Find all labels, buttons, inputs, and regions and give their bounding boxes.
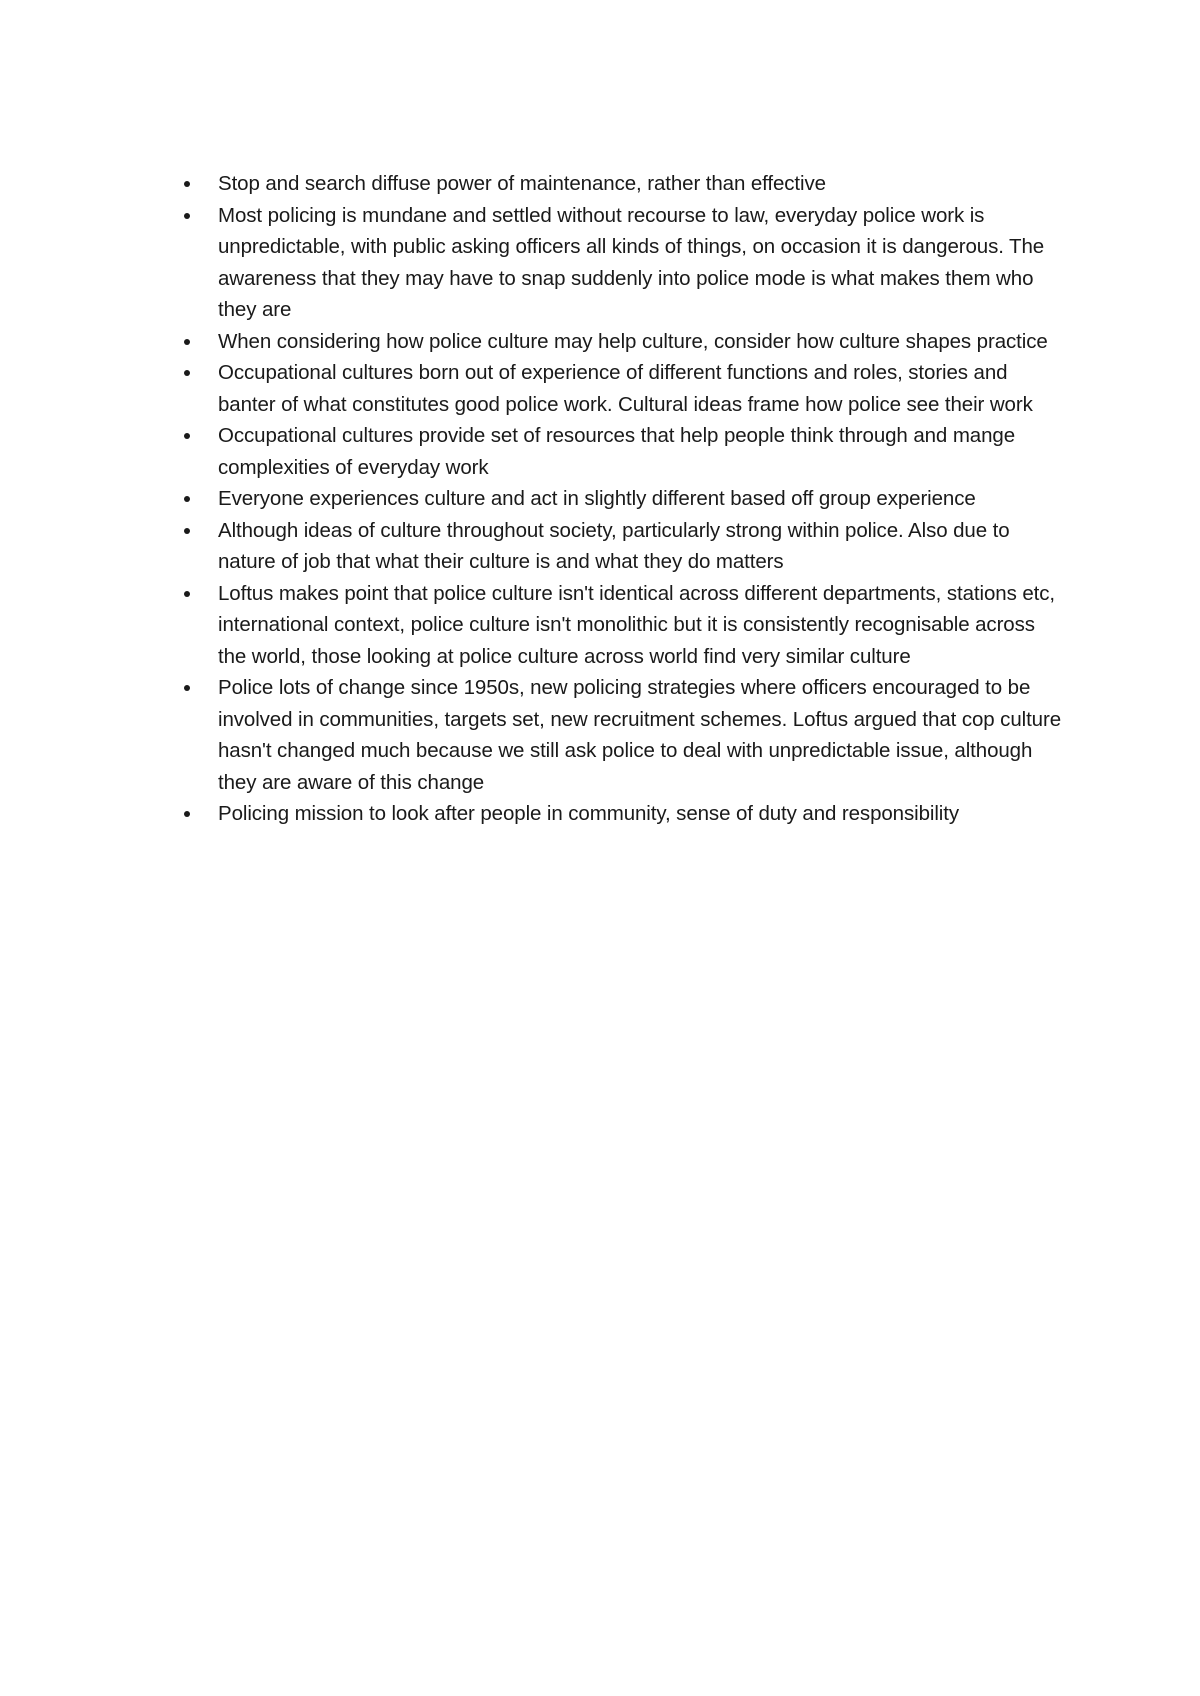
list-item (184, 357, 1064, 420)
list-item-text: Everyone experiences culture and act in slightly different based off group experience (218, 487, 976, 510)
bullet-icon (184, 528, 190, 534)
list-item (184, 798, 1064, 830)
list-item-text: Policing mission to look after people in community, sense of duty and responsibility (218, 802, 959, 825)
list-item-text: Police lots of change since 1950s, new policing strategies where officers encouraged to be involved in communities, targets set, new recruitment schemes. Loftus argued that cop culture hasn't changed much because we still ask police to deal with unpredictable issue, although they are aware of this change (218, 676, 1062, 794)
bullet-icon (184, 811, 190, 817)
bullet-icon (184, 181, 190, 187)
bullet-icon (184, 433, 190, 439)
list-item (184, 515, 1064, 578)
list-item (184, 578, 1064, 673)
list-item (184, 483, 1064, 515)
bullet-icon (184, 591, 190, 597)
bullet-icon (184, 339, 190, 345)
list-item-text: Stop and search diffuse power of maintenance, rather than effective (218, 172, 826, 195)
bullet-icon (184, 685, 190, 691)
list-item-text: When considering how police culture may help culture, consider how culture shapes practice (218, 329, 1048, 353)
list-item-text: Loftus makes point that police culture isn't identical across different departments, stations etc, international context, police culture isn't monolithic but it is consistently recognisable across the world, those looking at police culture across world find very similar culture (218, 581, 1055, 668)
bullet-icon (184, 496, 190, 502)
list-item-text: Occupational cultures provide set of resources that help people think through and mange complexities of everyday work (218, 424, 1015, 479)
list-item (184, 420, 1064, 483)
list-item-text: Although ideas of culture throughout society, particularly strong within police. Also due to nature of job that what their culture is and what they do matters (218, 518, 1010, 573)
bullet-icon (184, 370, 190, 376)
bullet-icon (184, 213, 190, 219)
list-item (184, 672, 1064, 798)
list-item (184, 326, 1064, 358)
list-item (184, 168, 1064, 200)
list-item (184, 200, 1064, 326)
list-item-text: Most policing is mundane and settled without recourse to law, everyday police work is unpredictable, with public asking officers all kinds of things, on occasion it is dangerous. The awareness that they may have to snap suddenly into police mode is what makes them who they are (218, 203, 1045, 321)
list-item-text: Occupational cultures born out of experience of different functions and roles, stories and banter of what constitutes good police work. Cultural ideas frame how police see their work (218, 361, 1033, 416)
bullet-list (184, 168, 1064, 830)
